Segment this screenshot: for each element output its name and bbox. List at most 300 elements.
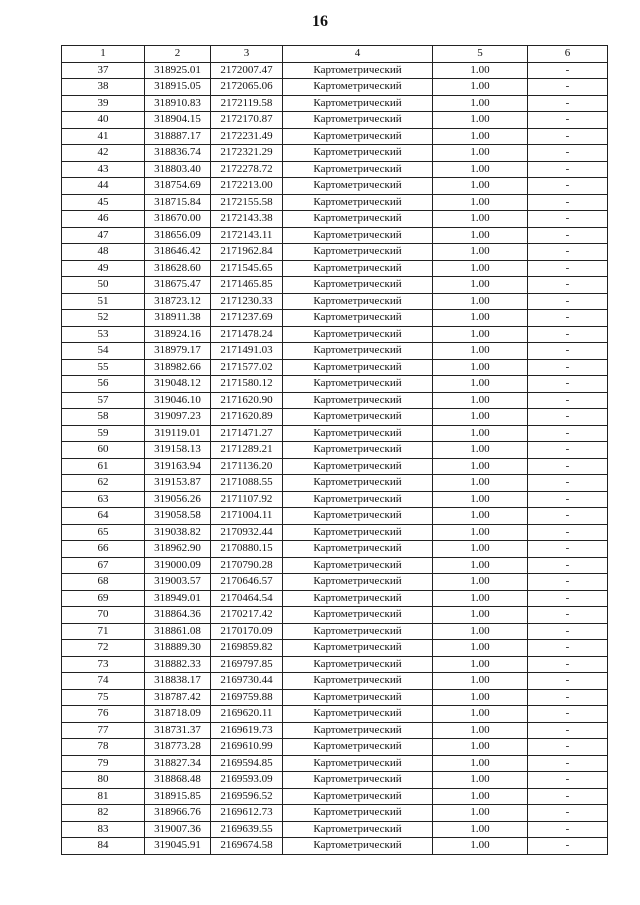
- y-coordinate-cell: 2169612.73: [211, 805, 283, 822]
- point-number-cell: 37: [62, 62, 145, 79]
- method-cell: Картометрический: [283, 574, 433, 591]
- x-coordinate-cell: 318889.30: [145, 640, 211, 657]
- accuracy-cell: 1.00: [433, 260, 528, 277]
- x-coordinate-cell: 319007.36: [145, 821, 211, 838]
- method-cell: Картометрический: [283, 145, 433, 162]
- table-row: [62, 359, 608, 376]
- note-cell: -: [528, 293, 608, 310]
- table-row: [62, 326, 608, 343]
- x-coordinate-cell: 318675.47: [145, 277, 211, 294]
- note-cell: -: [528, 838, 608, 855]
- point-number-cell: 60: [62, 442, 145, 459]
- accuracy-cell: 1.00: [433, 79, 528, 96]
- table-row: [62, 673, 608, 690]
- accuracy-cell: 1.00: [433, 458, 528, 475]
- point-number-cell: 72: [62, 640, 145, 657]
- x-coordinate-cell: 318731.37: [145, 722, 211, 739]
- y-coordinate-cell: 2170790.28: [211, 557, 283, 574]
- note-cell: -: [528, 541, 608, 558]
- method-cell: Картометрический: [283, 178, 433, 195]
- accuracy-cell: 1.00: [433, 838, 528, 855]
- y-coordinate-cell: 2170646.57: [211, 574, 283, 591]
- x-coordinate-cell: 319000.09: [145, 557, 211, 574]
- x-coordinate-cell: 318670.00: [145, 211, 211, 228]
- y-coordinate-cell: 2171478.24: [211, 326, 283, 343]
- table-row: [62, 112, 608, 129]
- accuracy-cell: 1.00: [433, 145, 528, 162]
- table-row: [62, 656, 608, 673]
- x-coordinate-cell: 319153.87: [145, 475, 211, 492]
- accuracy-cell: 1.00: [433, 508, 528, 525]
- method-cell: Картометрический: [283, 376, 433, 393]
- point-number-cell: 78: [62, 739, 145, 756]
- y-coordinate-cell: 2170880.15: [211, 541, 283, 558]
- table-row: [62, 590, 608, 607]
- point-number-cell: 64: [62, 508, 145, 525]
- point-number-cell: 40: [62, 112, 145, 129]
- x-coordinate-cell: 319097.23: [145, 409, 211, 426]
- table-row: [62, 194, 608, 211]
- y-coordinate-cell: 2169619.73: [211, 722, 283, 739]
- point-number-cell: 45: [62, 194, 145, 211]
- x-coordinate-cell: 318911.38: [145, 310, 211, 327]
- accuracy-cell: 1.00: [433, 277, 528, 294]
- y-coordinate-cell: 2172170.87: [211, 112, 283, 129]
- accuracy-cell: 1.00: [433, 326, 528, 343]
- point-number-cell: 44: [62, 178, 145, 195]
- table-row: [62, 574, 608, 591]
- point-number-cell: 69: [62, 590, 145, 607]
- accuracy-cell: 1.00: [433, 343, 528, 360]
- y-coordinate-cell: 2171230.33: [211, 293, 283, 310]
- table-row: [62, 805, 608, 822]
- table-row: [62, 392, 608, 409]
- column-header: 3: [211, 46, 283, 63]
- table-row: [62, 178, 608, 195]
- method-cell: Картометрический: [283, 260, 433, 277]
- note-cell: -: [528, 557, 608, 574]
- point-number-cell: 67: [62, 557, 145, 574]
- y-coordinate-cell: 2171471.27: [211, 425, 283, 442]
- accuracy-cell: 1.00: [433, 475, 528, 492]
- method-cell: Картометрический: [283, 491, 433, 508]
- x-coordinate-cell: 318861.08: [145, 623, 211, 640]
- method-cell: Картометрический: [283, 656, 433, 673]
- point-number-cell: 61: [62, 458, 145, 475]
- x-coordinate-cell: 318868.48: [145, 772, 211, 789]
- point-number-cell: 53: [62, 326, 145, 343]
- x-coordinate-cell: 319048.12: [145, 376, 211, 393]
- x-coordinate-cell: 319158.13: [145, 442, 211, 459]
- y-coordinate-cell: 2171088.55: [211, 475, 283, 492]
- point-number-cell: 62: [62, 475, 145, 492]
- method-cell: Картометрический: [283, 211, 433, 228]
- x-coordinate-cell: 318836.74: [145, 145, 211, 162]
- x-coordinate-cell: 318803.40: [145, 161, 211, 178]
- table-row: [62, 821, 608, 838]
- method-cell: Картометрический: [283, 392, 433, 409]
- point-number-cell: 38: [62, 79, 145, 96]
- method-cell: Картометрический: [283, 739, 433, 756]
- x-coordinate-cell: 318949.01: [145, 590, 211, 607]
- table-row: [62, 79, 608, 96]
- accuracy-cell: 1.00: [433, 541, 528, 558]
- table-row: [62, 227, 608, 244]
- column-header: 5: [433, 46, 528, 63]
- note-cell: -: [528, 79, 608, 96]
- x-coordinate-cell: 318715.84: [145, 194, 211, 211]
- accuracy-cell: 1.00: [433, 194, 528, 211]
- y-coordinate-cell: 2171289.21: [211, 442, 283, 459]
- note-cell: -: [528, 574, 608, 591]
- note-cell: -: [528, 706, 608, 723]
- x-coordinate-cell: 318925.01: [145, 62, 211, 79]
- method-cell: Картометрический: [283, 541, 433, 558]
- note-cell: -: [528, 442, 608, 459]
- point-number-cell: 49: [62, 260, 145, 277]
- point-number-cell: 51: [62, 293, 145, 310]
- x-coordinate-cell: 319045.91: [145, 838, 211, 855]
- x-coordinate-cell: 319163.94: [145, 458, 211, 475]
- coordinates-table: [61, 45, 608, 855]
- table-row: [62, 722, 608, 739]
- table-row: [62, 508, 608, 525]
- point-number-cell: 71: [62, 623, 145, 640]
- note-cell: -: [528, 161, 608, 178]
- table-row: [62, 409, 608, 426]
- y-coordinate-cell: 2169859.82: [211, 640, 283, 657]
- accuracy-cell: 1.00: [433, 755, 528, 772]
- y-coordinate-cell: 2171580.12: [211, 376, 283, 393]
- accuracy-cell: 1.00: [433, 491, 528, 508]
- point-number-cell: 79: [62, 755, 145, 772]
- x-coordinate-cell: 319056.26: [145, 491, 211, 508]
- y-coordinate-cell: 2171491.03: [211, 343, 283, 360]
- y-coordinate-cell: 2171545.65: [211, 260, 283, 277]
- x-coordinate-cell: 318773.28: [145, 739, 211, 756]
- method-cell: Картометрический: [283, 95, 433, 112]
- accuracy-cell: 1.00: [433, 128, 528, 145]
- x-coordinate-cell: 318864.36: [145, 607, 211, 624]
- x-coordinate-cell: 318924.16: [145, 326, 211, 343]
- y-coordinate-cell: 2172143.11: [211, 227, 283, 244]
- point-number-cell: 66: [62, 541, 145, 558]
- note-cell: -: [528, 211, 608, 228]
- x-coordinate-cell: 318915.05: [145, 79, 211, 96]
- note-cell: -: [528, 310, 608, 327]
- y-coordinate-cell: 2169610.99: [211, 739, 283, 756]
- accuracy-cell: 1.00: [433, 310, 528, 327]
- accuracy-cell: 1.00: [433, 772, 528, 789]
- y-coordinate-cell: 2172213.00: [211, 178, 283, 195]
- note-cell: -: [528, 673, 608, 690]
- accuracy-cell: 1.00: [433, 607, 528, 624]
- y-coordinate-cell: 2169797.85: [211, 656, 283, 673]
- column-header: 2: [145, 46, 211, 63]
- accuracy-cell: 1.00: [433, 227, 528, 244]
- table-row: [62, 95, 608, 112]
- accuracy-cell: 1.00: [433, 211, 528, 228]
- accuracy-cell: 1.00: [433, 95, 528, 112]
- accuracy-cell: 1.00: [433, 524, 528, 541]
- accuracy-cell: 1.00: [433, 178, 528, 195]
- y-coordinate-cell: 2171962.84: [211, 244, 283, 261]
- note-cell: -: [528, 623, 608, 640]
- y-coordinate-cell: 2171577.02: [211, 359, 283, 376]
- table-body: [62, 62, 608, 854]
- x-coordinate-cell: 319058.58: [145, 508, 211, 525]
- note-cell: -: [528, 392, 608, 409]
- note-cell: -: [528, 524, 608, 541]
- point-number-cell: 55: [62, 359, 145, 376]
- method-cell: Картометрический: [283, 244, 433, 261]
- method-cell: Картометрический: [283, 128, 433, 145]
- method-cell: Картометрический: [283, 343, 433, 360]
- accuracy-cell: 1.00: [433, 293, 528, 310]
- x-coordinate-cell: 318904.15: [145, 112, 211, 129]
- point-number-cell: 41: [62, 128, 145, 145]
- y-coordinate-cell: 2171620.90: [211, 392, 283, 409]
- method-cell: Картометрический: [283, 805, 433, 822]
- method-cell: Картометрический: [283, 326, 433, 343]
- table-row: [62, 640, 608, 657]
- note-cell: -: [528, 277, 608, 294]
- y-coordinate-cell: 2171004.11: [211, 508, 283, 525]
- accuracy-cell: 1.00: [433, 689, 528, 706]
- accuracy-cell: 1.00: [433, 62, 528, 79]
- method-cell: Картометрический: [283, 673, 433, 690]
- x-coordinate-cell: 318887.17: [145, 128, 211, 145]
- accuracy-cell: 1.00: [433, 706, 528, 723]
- note-cell: -: [528, 607, 608, 624]
- y-coordinate-cell: 2169730.44: [211, 673, 283, 690]
- note-cell: -: [528, 260, 608, 277]
- note-cell: -: [528, 343, 608, 360]
- method-cell: Картометрический: [283, 112, 433, 129]
- method-cell: Картометрический: [283, 194, 433, 211]
- y-coordinate-cell: 2170217.42: [211, 607, 283, 624]
- point-number-cell: 54: [62, 343, 145, 360]
- method-cell: Картометрический: [283, 310, 433, 327]
- y-coordinate-cell: 2169620.11: [211, 706, 283, 723]
- y-coordinate-cell: 2171465.85: [211, 277, 283, 294]
- method-cell: Картометрический: [283, 821, 433, 838]
- table-row: [62, 161, 608, 178]
- y-coordinate-cell: 2171107.92: [211, 491, 283, 508]
- method-cell: Картометрический: [283, 442, 433, 459]
- table-row: [62, 623, 608, 640]
- accuracy-cell: 1.00: [433, 673, 528, 690]
- x-coordinate-cell: 318656.09: [145, 227, 211, 244]
- y-coordinate-cell: 2169674.58: [211, 838, 283, 855]
- note-cell: -: [528, 656, 608, 673]
- note-cell: -: [528, 62, 608, 79]
- table-row: [62, 310, 608, 327]
- x-coordinate-cell: 319038.82: [145, 524, 211, 541]
- y-coordinate-cell: 2172007.47: [211, 62, 283, 79]
- method-cell: Картометрический: [283, 590, 433, 607]
- note-cell: -: [528, 112, 608, 129]
- table-row: [62, 788, 608, 805]
- note-cell: -: [528, 227, 608, 244]
- point-number-cell: 50: [62, 277, 145, 294]
- point-number-cell: 76: [62, 706, 145, 723]
- point-number-cell: 68: [62, 574, 145, 591]
- table-row: [62, 145, 608, 162]
- table-row: [62, 607, 608, 624]
- method-cell: Картометрический: [283, 788, 433, 805]
- method-cell: Картометрический: [283, 557, 433, 574]
- y-coordinate-cell: 2172155.58: [211, 194, 283, 211]
- method-cell: Картометрический: [283, 524, 433, 541]
- note-cell: -: [528, 475, 608, 492]
- method-cell: Картометрический: [283, 772, 433, 789]
- note-cell: -: [528, 491, 608, 508]
- y-coordinate-cell: 2172321.29: [211, 145, 283, 162]
- table-row: [62, 541, 608, 558]
- note-cell: -: [528, 772, 608, 789]
- accuracy-cell: 1.00: [433, 722, 528, 739]
- y-coordinate-cell: 2172065.06: [211, 79, 283, 96]
- point-number-cell: 52: [62, 310, 145, 327]
- accuracy-cell: 1.00: [433, 425, 528, 442]
- y-coordinate-cell: 2170170.09: [211, 623, 283, 640]
- point-number-cell: 56: [62, 376, 145, 393]
- note-cell: -: [528, 508, 608, 525]
- point-number-cell: 81: [62, 788, 145, 805]
- accuracy-cell: 1.00: [433, 244, 528, 261]
- note-cell: -: [528, 458, 608, 475]
- column-header: 6: [528, 46, 608, 63]
- accuracy-cell: 1.00: [433, 112, 528, 129]
- method-cell: Картометрический: [283, 425, 433, 442]
- accuracy-cell: 1.00: [433, 788, 528, 805]
- y-coordinate-cell: 2172143.38: [211, 211, 283, 228]
- method-cell: Картометрический: [283, 409, 433, 426]
- method-cell: Картометрический: [283, 706, 433, 723]
- x-coordinate-cell: 318979.17: [145, 343, 211, 360]
- table-row: [62, 277, 608, 294]
- table-row: [62, 739, 608, 756]
- note-cell: -: [528, 689, 608, 706]
- accuracy-cell: 1.00: [433, 805, 528, 822]
- x-coordinate-cell: 319119.01: [145, 425, 211, 442]
- table-row: [62, 475, 608, 492]
- note-cell: -: [528, 376, 608, 393]
- accuracy-cell: 1.00: [433, 574, 528, 591]
- x-coordinate-cell: 318646.42: [145, 244, 211, 261]
- note-cell: -: [528, 805, 608, 822]
- table-row: [62, 755, 608, 772]
- y-coordinate-cell: 2172278.72: [211, 161, 283, 178]
- method-cell: Картометрический: [283, 227, 433, 244]
- table-row: [62, 689, 608, 706]
- y-coordinate-cell: 2169639.55: [211, 821, 283, 838]
- table-row: [62, 491, 608, 508]
- x-coordinate-cell: 319046.10: [145, 392, 211, 409]
- y-coordinate-cell: 2172119.58: [211, 95, 283, 112]
- table-row: [62, 838, 608, 855]
- note-cell: -: [528, 95, 608, 112]
- x-coordinate-cell: 318910.83: [145, 95, 211, 112]
- method-cell: Картометрический: [283, 359, 433, 376]
- table-row: [62, 442, 608, 459]
- accuracy-cell: 1.00: [433, 409, 528, 426]
- method-cell: Картометрический: [283, 838, 433, 855]
- table-row: [62, 244, 608, 261]
- y-coordinate-cell: 2170932.44: [211, 524, 283, 541]
- y-coordinate-cell: 2169759.88: [211, 689, 283, 706]
- note-cell: -: [528, 425, 608, 442]
- note-cell: -: [528, 755, 608, 772]
- note-cell: -: [528, 640, 608, 657]
- y-coordinate-cell: 2171237.69: [211, 310, 283, 327]
- point-number-cell: 77: [62, 722, 145, 739]
- table-row: [62, 376, 608, 393]
- x-coordinate-cell: 318915.85: [145, 788, 211, 805]
- accuracy-cell: 1.00: [433, 442, 528, 459]
- column-header: 1: [62, 46, 145, 63]
- accuracy-cell: 1.00: [433, 161, 528, 178]
- method-cell: Картометрический: [283, 475, 433, 492]
- point-number-cell: 80: [62, 772, 145, 789]
- table-row: [62, 425, 608, 442]
- y-coordinate-cell: 2170464.54: [211, 590, 283, 607]
- table-row: [62, 128, 608, 145]
- x-coordinate-cell: 318838.17: [145, 673, 211, 690]
- accuracy-cell: 1.00: [433, 590, 528, 607]
- point-number-cell: 43: [62, 161, 145, 178]
- accuracy-cell: 1.00: [433, 392, 528, 409]
- note-cell: -: [528, 178, 608, 195]
- page-number: 16: [312, 13, 328, 30]
- x-coordinate-cell: 319003.57: [145, 574, 211, 591]
- accuracy-cell: 1.00: [433, 656, 528, 673]
- point-number-cell: 48: [62, 244, 145, 261]
- point-number-cell: 47: [62, 227, 145, 244]
- note-cell: -: [528, 145, 608, 162]
- method-cell: Картометрический: [283, 62, 433, 79]
- method-cell: Картометрический: [283, 623, 433, 640]
- y-coordinate-cell: 2171620.89: [211, 409, 283, 426]
- method-cell: Картометрический: [283, 689, 433, 706]
- table-row: [62, 62, 608, 79]
- point-number-cell: 57: [62, 392, 145, 409]
- accuracy-cell: 1.00: [433, 557, 528, 574]
- table-row: [62, 293, 608, 310]
- x-coordinate-cell: 318723.12: [145, 293, 211, 310]
- note-cell: -: [528, 722, 608, 739]
- table-row: [62, 458, 608, 475]
- x-coordinate-cell: 318754.69: [145, 178, 211, 195]
- note-cell: -: [528, 821, 608, 838]
- x-coordinate-cell: 318882.33: [145, 656, 211, 673]
- method-cell: Картометрический: [283, 458, 433, 475]
- table-row: [62, 706, 608, 723]
- method-cell: Картометрический: [283, 755, 433, 772]
- note-cell: -: [528, 128, 608, 145]
- method-cell: Картометрический: [283, 277, 433, 294]
- point-number-cell: 74: [62, 673, 145, 690]
- note-cell: -: [528, 409, 608, 426]
- point-number-cell: 75: [62, 689, 145, 706]
- accuracy-cell: 1.00: [433, 739, 528, 756]
- point-number-cell: 73: [62, 656, 145, 673]
- point-number-cell: 65: [62, 524, 145, 541]
- point-number-cell: 84: [62, 838, 145, 855]
- point-number-cell: 82: [62, 805, 145, 822]
- method-cell: Картометрический: [283, 640, 433, 657]
